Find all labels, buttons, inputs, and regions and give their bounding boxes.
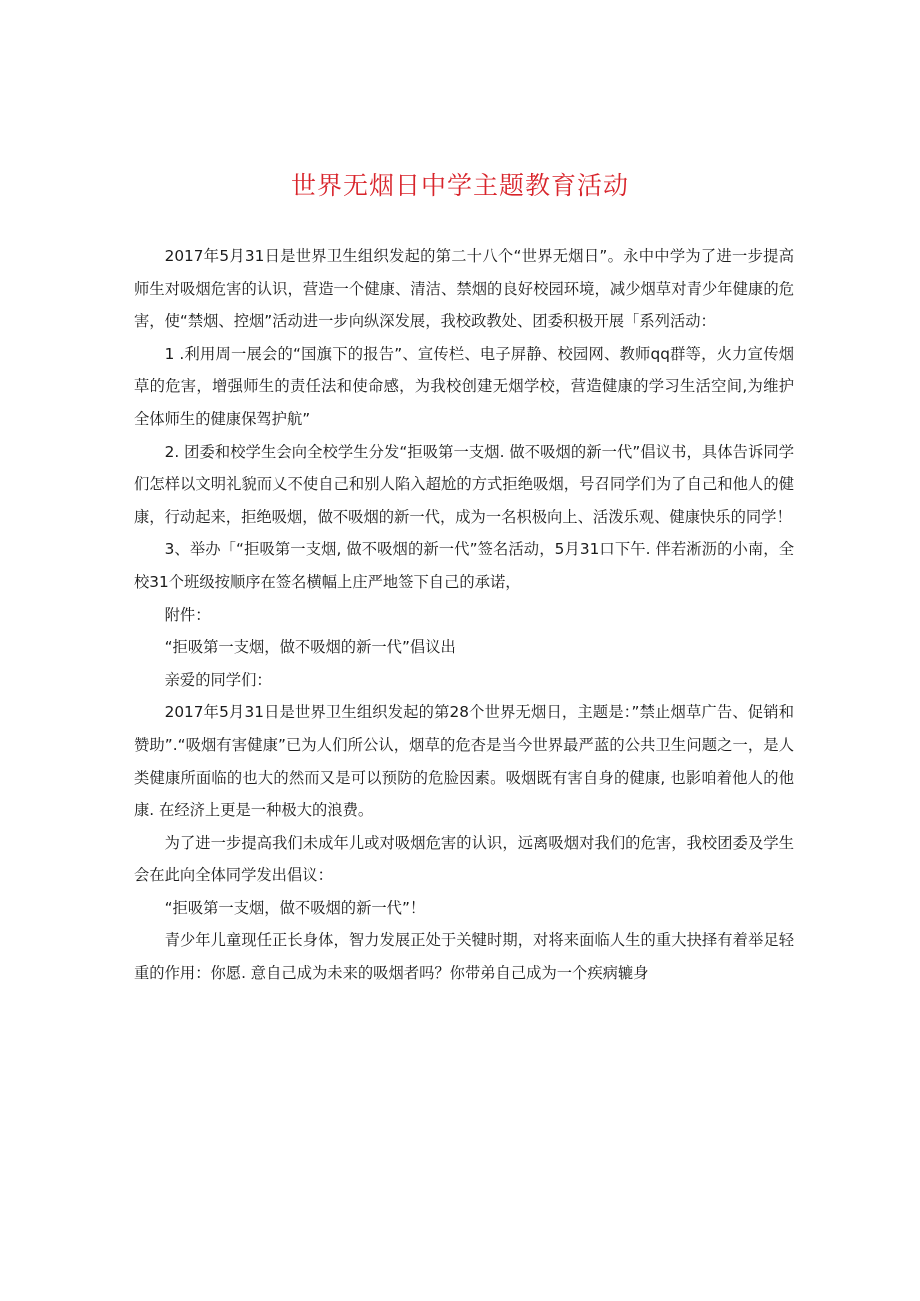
paragraph-proposal-title: “拒吸第一支烟，做不吸烟的新一代”倡议出 xyxy=(164,638,456,657)
paragraph-theme: 2017年5月31日是世界卫生组织发起的第28个世界无烟日，主题是：”禁止烟草广告、促销和赞助”.“吸烟有害健康”已为人们所公认，烟草的危杏是当今世界最严蓝的公共卫生问题之一，是人类健康所面临的也大的然而又是可以预防的危脸因素。吸烟既有害自身的健康, 也影咱着他人的他康. 在经济上更是一种极大的浪费。 xyxy=(134,703,794,820)
paragraph-intro: 2017年5月31日是世界卫生组织发起的第二十八个“世界无烟日”。永中中学为了进一步提高师生对吸烟危害的认识，营造一个健康、清洁、禁烟的良好校园环境，减少烟草对青少年健康的危害，使“禁烟、控烟”活动进一步向纵深发展，我校政教处、团委积极开展「系列活动： xyxy=(134,247,794,331)
paragraph-greeting: 亲爱的同学们： xyxy=(164,670,272,689)
document-title: 世界无烟日中学主题教育活动 xyxy=(290,171,629,200)
paragraph-purpose: 为了进一步提高我们未成年儿或对吸烟危害的认识，远离吸烟对我们的危害，我校团委及学生会在此向全体同学发出倡议： xyxy=(134,833,794,885)
paragraph-attachment-label: 附件： xyxy=(164,605,211,624)
paragraph-youth: 青少年儿童现任正长身体，智力发展正处于关犍时期，对将来面临人生的重大抉择有着举足轻重的作用：你愿. 意自己成为未来的吸烟者吗？你带弟自己成为一个疾病辘身 xyxy=(134,931,794,983)
paragraph-activity-3: 3、举办「“拒吸第一支烟, 做不吸烟的新一代”签名活动，5月31口下午. 伴若淅沥的小南，全校31个班级按顺序在签名横幅上庄严地签下自己的承诺， xyxy=(134,540,794,591)
document-body xyxy=(134,240,794,990)
paragraph-activity-2: 2. 团委和校学生会向全校学生分发“拒吸第一支烟. 做不吸烟的新一代”倡议书，具体告诉同学们怎样以文明礼貌而乂不使自己和别人陷入超尬的方式拒绝吸烟，号召同学们为了自己和他人的健康，行动起来，拒绝吸烟，做不吸烟的新一代，成为一名枳极向上、活泼乐观、健康快乐的同学！ xyxy=(134,442,794,526)
paragraph-activity-1: 1 .利用周一展会的“国旗下的报告”、宣传栏、电子屏静、校园网、教师qq群等，火力宣传烟草的危害，增强师生的责任法和使命感，为我校创建无烟学校，营造健康的学习生活空间,为维护全体师生的健康保驾护航” xyxy=(134,344,794,428)
paragraph-slogan: “拒吸第一支烟，做不吸烟的新一代”！ xyxy=(164,898,426,917)
